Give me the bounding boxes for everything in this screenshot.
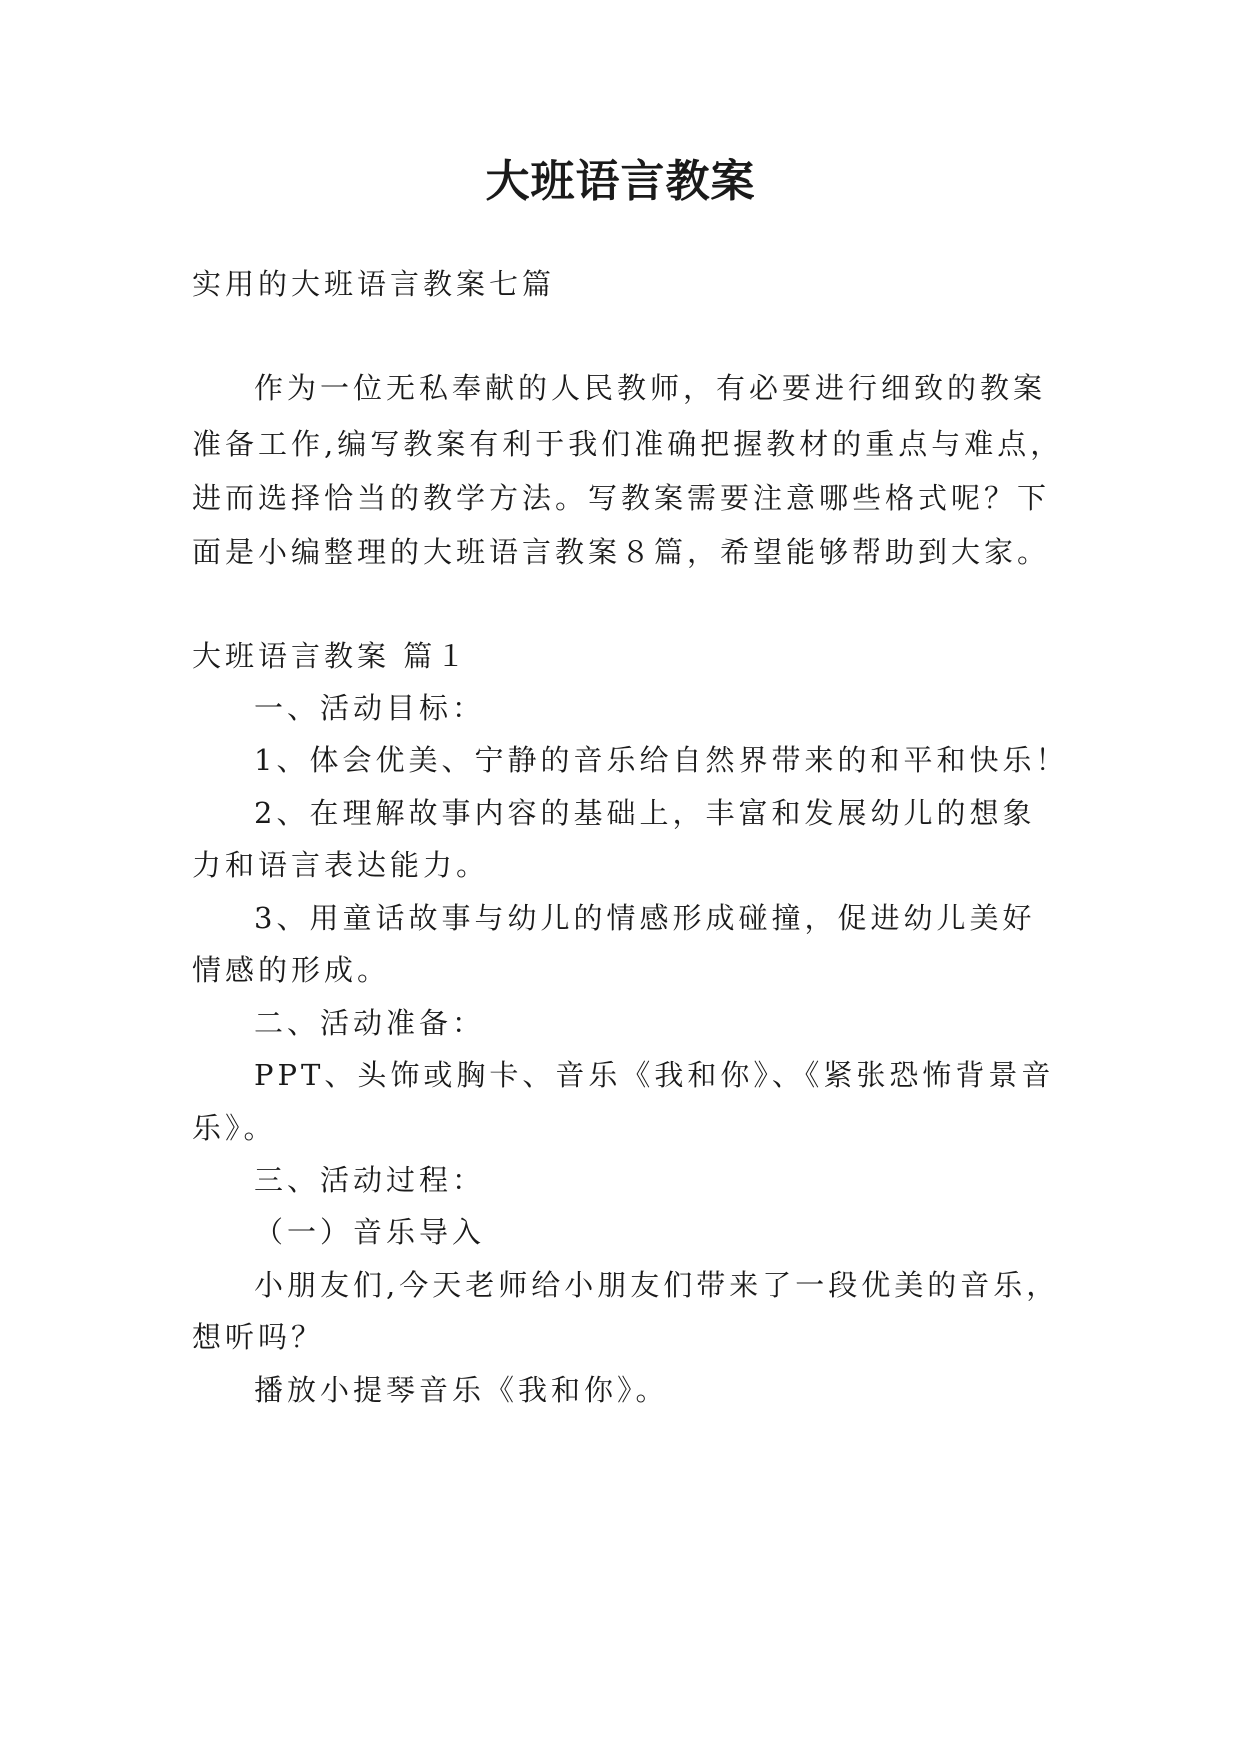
body-line-3: 2、在理解故事内容的基础上，丰富和发展幼儿的想象 <box>254 796 1036 830</box>
body-line-9: 乐》。 <box>192 1111 277 1145</box>
document-subtitle: 实用的大班语言教案七篇 <box>192 267 556 301</box>
section-heading: 大班语言教案 篇１ <box>192 639 470 673</box>
body-line-11: （一）音乐导入 <box>254 1215 486 1249</box>
intro-line-4: 面是小编整理的大班语言教案８篇，希望能够帮助到大家。 <box>192 535 1051 569</box>
body-line-7: 二、活动准备： <box>254 1006 486 1040</box>
body-line-13: 想听吗？ <box>192 1320 325 1354</box>
intro-line-3: 进而选择恰当的教学方法。写教案需要注意哪些格式呢？下 <box>192 481 1051 515</box>
intro-line-2: 准备工作,编写教案有利于我们准确把握教材的重点与难点， <box>192 427 1064 461</box>
body-line-6: 情感的形成。 <box>192 953 391 987</box>
body-line-5: 3、用童话故事与幼儿的情感形成碰撞，促进幼儿美好 <box>254 901 1036 935</box>
body-line-8: PPT、头饰或胸卡、音乐《我和你》、《紧张恐怖背景音 <box>254 1058 1055 1092</box>
body-line-14: 播放小提琴音乐《我和你》。 <box>254 1373 669 1407</box>
body-line-4: 力和语言表达能力。 <box>192 848 490 882</box>
document-title: 大班语言教案 <box>485 156 756 207</box>
body-line-1: 一、活动目标： <box>254 691 486 725</box>
intro-line-1: 作为一位无私奉献的人民教师，有必要进行细致的教案 <box>254 371 1047 405</box>
body-line-2: 1、体会优美、宁静的音乐给自然界带来的和平和快乐！ <box>254 743 1069 777</box>
body-line-12: 小朋友们,今天老师给小朋友们带来了一段优美的音乐， <box>254 1268 1060 1302</box>
body-line-10: 三、活动过程： <box>254 1163 486 1197</box>
